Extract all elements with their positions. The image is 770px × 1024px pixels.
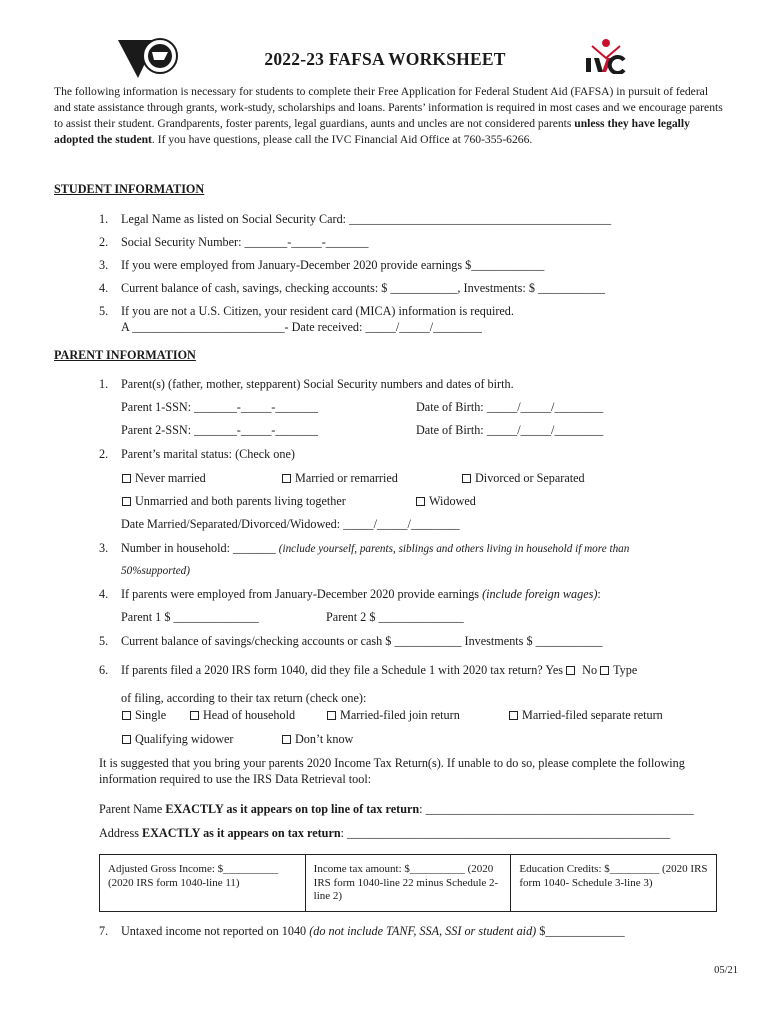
intro-paragraph: The following information is necessary for students to complete their Free Application for Federal Student Aid (FAFSA) in pursuit of federal and state assistance through grants, work-study, scholarships and loans. Parents’ information is required in most cases and we encourage parents to assist their student. Grandparents, foster parents, legal guardians, aunts and uncles are not considered parents unless they have legally adopted the student. If you have questions, please call the IVC Financial Aid Office at 760-355-6266. bbox=[54, 85, 723, 146]
student-heading: STUDENT INFORMATION bbox=[54, 182, 205, 196]
checkbox[interactable] bbox=[282, 735, 291, 744]
checkbox[interactable] bbox=[282, 474, 291, 483]
parent2-dob: Date of Birth: _____/_____/________ bbox=[416, 423, 604, 437]
irs-suggestion: It is suggested that you bring your parents 2020 Income Tax Return(s). If unable to do so, please complete the following information required to use the IRS Data Retrieval tool: bbox=[99, 756, 685, 786]
checkbox[interactable] bbox=[122, 497, 131, 506]
education-credits-cell: Education Credits: $_________ (2020 IRS form 1040- Schedule 3-line 3) bbox=[519, 863, 708, 889]
marital-divorced[interactable]: Divorced or Separated bbox=[462, 470, 585, 486]
checkbox[interactable] bbox=[416, 497, 425, 506]
student-item-3: 3. If you were employed from January-December 2020 provide earnings $____________ bbox=[99, 258, 545, 272]
parent1-earnings: Parent 1 $ ______________ bbox=[121, 610, 259, 624]
parent-q6-line2: of filing, according to their tax return (check one): bbox=[121, 691, 367, 705]
income-tax-cell: Income tax amount: $__________ (2020 IRS form 1040-line 22 minus Schedule 2-line 2) bbox=[306, 855, 512, 911]
checkbox[interactable] bbox=[462, 474, 471, 483]
filing-head-of-household[interactable]: Head of household bbox=[190, 707, 295, 723]
filing-married-joint[interactable]: Married-filed join return bbox=[327, 707, 460, 723]
marital-married[interactable]: Married or remarried bbox=[282, 470, 398, 486]
filing-married-separate[interactable]: Married-filed separate return bbox=[509, 707, 663, 723]
student-item-1: 1. Legal Name as listed on Social Security Card: ___________________________________________ bbox=[99, 212, 612, 226]
marital-never-married[interactable]: Never married bbox=[122, 470, 206, 486]
marital-widowed[interactable]: Widowed bbox=[416, 493, 476, 509]
checkbox[interactable] bbox=[327, 711, 336, 720]
parent-q7: 7. Untaxed income not reported on 1040 (do not include TANF, SSA, SSI or student aid) $_____________ bbox=[99, 924, 625, 938]
parent2-earnings: Parent 2 $ ______________ bbox=[326, 610, 464, 624]
checkbox[interactable] bbox=[509, 711, 518, 720]
parent-q2: 2. Parent’s marital status: (Check one) bbox=[99, 447, 295, 461]
parent1-ssn: Parent 1-SSN: _______-_____-_______ bbox=[121, 400, 319, 414]
revision-date: 05/21 bbox=[714, 965, 738, 976]
student-item-5: 5. If you are not a U.S. Citizen, your resident card (MICA) information is required. bbox=[99, 304, 514, 318]
checkbox[interactable] bbox=[190, 711, 199, 720]
parent-q4: 4. If parents were employed from January-December 2020 provide earnings (include foreign wages): bbox=[99, 587, 601, 601]
student-item-4: 4. Current balance of cash, savings, checking accounts: $ ___________, Investments: $ ___________ bbox=[99, 281, 606, 295]
parent-name-line: Parent Name EXACTLY as it appears on top line of tax return: ____________________________________________ bbox=[99, 802, 694, 816]
no-checkbox[interactable] bbox=[600, 666, 609, 675]
filing-qualifying-widower[interactable]: Qualifying widower bbox=[122, 731, 234, 747]
address-line: Address EXACTLY as it appears on tax return: _____________________________________________________ bbox=[99, 826, 671, 840]
parent-q6: 6. If parents filed a 2020 IRS form 1040, did they file a Schedule 1 with 2020 tax return? Yes No Type bbox=[99, 663, 638, 677]
yes-checkbox[interactable] bbox=[566, 666, 575, 675]
tax-info-table bbox=[99, 854, 717, 912]
parent-q3-cont: 50%supported) bbox=[121, 565, 190, 577]
parent-heading: PARENT INFORMATION bbox=[54, 348, 196, 362]
date-married: Date Married/Separated/Divorced/Widowed: _____/_____/________ bbox=[121, 517, 460, 531]
checkbox[interactable] bbox=[122, 711, 131, 720]
parent-q5: 5. Current balance of savings/checking accounts or cash $ ___________ Investments $ ___________ bbox=[99, 634, 603, 648]
parent1-dob: Date of Birth: _____/_____/________ bbox=[416, 400, 604, 414]
page-title: 2022-23 FAFSA WORKSHEET bbox=[264, 49, 506, 69]
filing-dont-know[interactable]: Don’t know bbox=[282, 731, 353, 747]
checkbox[interactable] bbox=[122, 474, 131, 483]
filing-single[interactable]: Single bbox=[122, 707, 166, 723]
parent-q3: 3. Number in household: _______ (include yourself, parents, siblings and others living in household if more than bbox=[99, 541, 630, 555]
checkbox[interactable] bbox=[122, 735, 131, 744]
marital-unmarried-together[interactable]: Unmarried and both parents living together bbox=[122, 493, 346, 509]
student-item-5-line2: A _________________________- Date received: _____/_____/________ bbox=[121, 320, 482, 334]
student-item-2: 2. Social Security Number: _______-_____-_______ bbox=[99, 235, 369, 249]
agi-cell: Adjusted Gross Income: $__________ (2020 IRS form 1040-line 11) bbox=[100, 855, 306, 911]
parent-q1: 1. Parent(s) (father, mother, stepparent) Social Security numbers and dates of birth. bbox=[99, 377, 514, 391]
parent2-ssn: Parent 2-SSN: _______-_____-_______ bbox=[121, 423, 319, 437]
